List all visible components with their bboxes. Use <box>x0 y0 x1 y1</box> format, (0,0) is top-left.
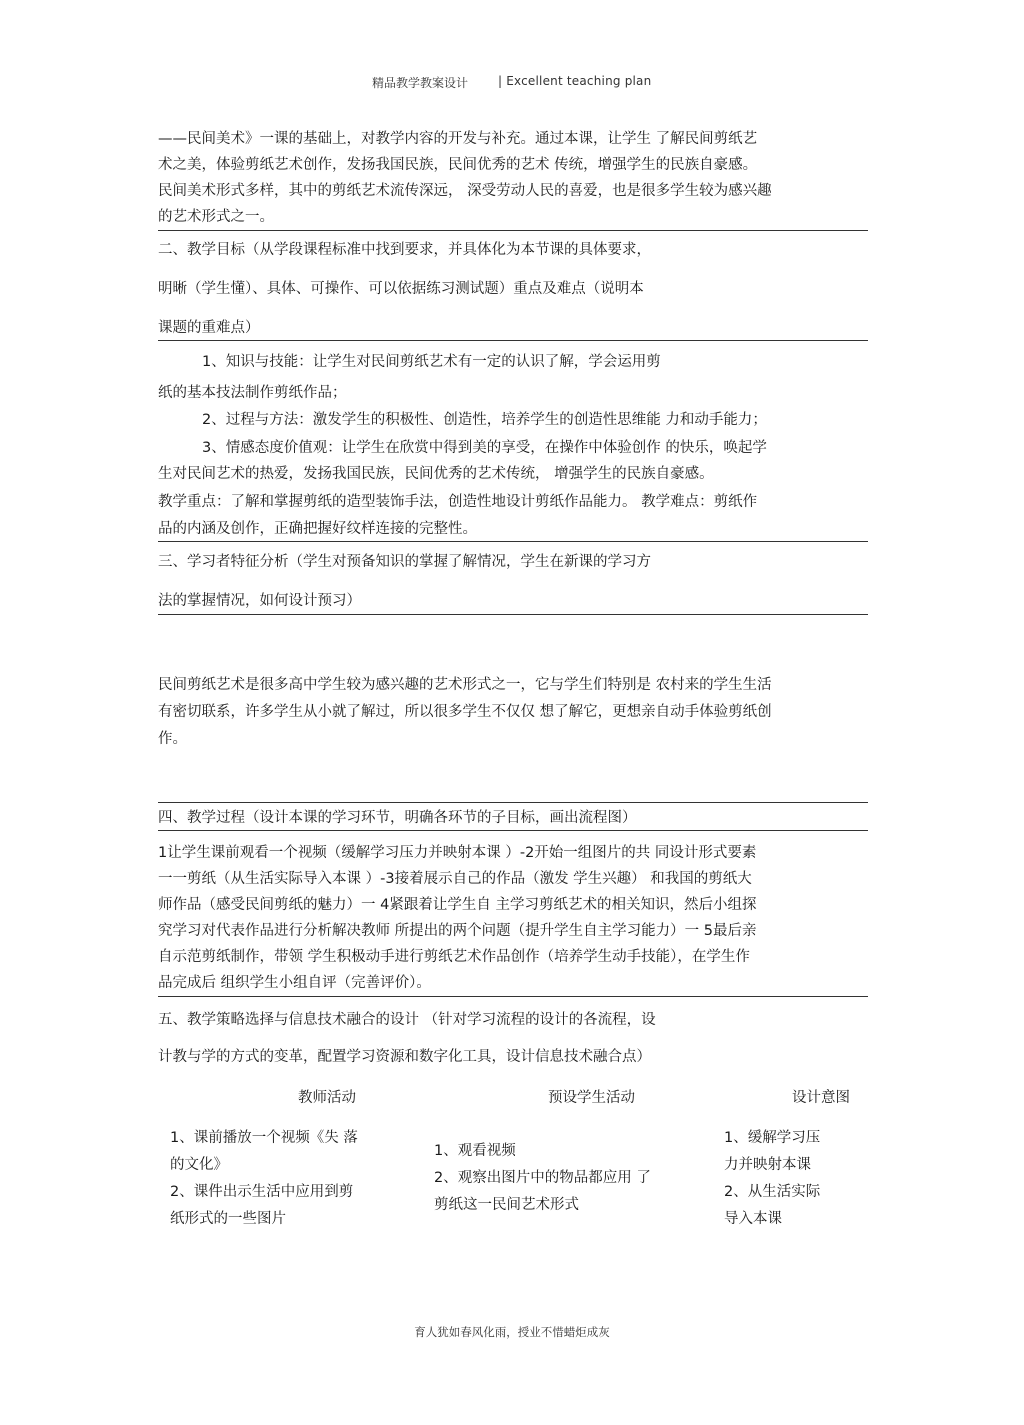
divider <box>158 340 868 341</box>
section-heading: 四、教学过程（设计本课的学习环节，明确各环节的子目标，画出流程图） <box>158 810 637 826</box>
header-title-cn: 精品教学教案设计 <box>372 76 469 90</box>
objective-line: 2、过程与方法：激发学生的积极性、创造性，培养学生的创造性思维能 力和动手能力； <box>202 412 767 428</box>
key-points-line: 品的内涵及创作，正确把握好纹样连接的完整性。 <box>158 521 477 537</box>
intro-line: 的艺术形式之一。 <box>158 209 274 225</box>
intro-line: 民间美术形式多样，其中的剪纸艺术流传深远， 深受劳动人民的喜爱，也是很多学生较为感兴趣 <box>158 183 772 199</box>
table-header-intent: 设计意图 <box>792 1090 850 1106</box>
section-heading: 五、教学策略选择与信息技术融合的设计 （针对学习流程的设计的各流程，设 <box>158 1012 656 1028</box>
page-header <box>0 74 1024 94</box>
cell-line: 2、从生活实际 <box>724 1184 821 1200</box>
cell-line: 力并映射本课 <box>724 1157 811 1173</box>
cell-line: 1、观看视频 <box>434 1143 516 1159</box>
cell-line: 1、课前播放一个视频《失 落 <box>170 1130 358 1146</box>
key-points-line: 教学重点：了解和掌握剪纸的造型装饰手法，创造性地设计剪纸作品能力。 教学难点：剪纸作 <box>158 494 758 510</box>
divider <box>158 614 868 615</box>
process-line: 一一剪纸（从生活实际导入本课 ）-3接着展示自己的作品（激发 学生兴趣） 和我国的剪纸大 <box>158 871 752 887</box>
cell-line: 2、课件出示生活中应用到剪 <box>170 1184 354 1200</box>
table-header-student: 预设学生活动 <box>548 1090 635 1106</box>
table-header-teacher: 教师活动 <box>298 1090 356 1106</box>
learner-analysis-line: 有密切联系，许多学生从小就了解过，所以很多学生不仅仅 想了解它，更想亲自动手体验剪纸创 <box>158 704 772 720</box>
divider <box>158 230 868 231</box>
page-footer: 育人犹如春风化雨，授业不惜蜡炬成灰 <box>414 1325 610 1339</box>
cell-line: 剪纸这一民间艺术形式 <box>434 1197 579 1213</box>
table-cell-intent <box>724 1125 864 1233</box>
cell-line: 的文化》 <box>170 1157 228 1173</box>
process-line: 1让学生课前观看一个视频（缓解学习压力并映射本课 ）-2开始一组图片的共 同设计形式要素 <box>158 845 757 861</box>
objective-line: 纸的基本技法制作剪纸作品； <box>158 385 347 401</box>
process-line: 师作品（感受民间剪纸的魅力）一 4紧跟着让学生自 主学习剪纸艺术的相关知识，然后小组探 <box>158 897 757 913</box>
objective-line: 3、情感态度价值观：让学生在欣赏中得到美的享受，在操作中体验创作 的快乐，唤起学 <box>202 440 767 456</box>
process-line: 品完成后 组织学生小组自评（完善评价）。 <box>158 975 431 991</box>
process-line: 究学习对代表作品进行分析解决教师 所提出的两个问题（提升学生自主学习能力）一 5最后亲 <box>158 923 757 939</box>
divider <box>158 830 868 831</box>
section-heading: 明晰（学生懂）、具体、可操作、可以依据练习测试题）重点及难点（说明本 <box>158 281 644 297</box>
divider <box>158 996 868 997</box>
table-cell-student <box>434 1138 724 1219</box>
objective-line: 生对民间艺术的热爱，发扬我国民族，民间优秀的艺术传统， 增强学生的民族自豪感。 <box>158 466 714 482</box>
learner-analysis-line: 民间剪纸艺术是很多高中学生较为感兴趣的艺术形式之一，它与学生们特别是 农村来的学生生活 <box>158 677 772 693</box>
section-heading: 三、学习者特征分析（学生对预备知识的掌握了解情况，学生在新课的学习方 <box>158 554 651 570</box>
table-cell-teacher <box>170 1125 400 1233</box>
divider <box>158 802 868 803</box>
cell-line: 导入本课 <box>724 1211 782 1227</box>
section-heading: 二、教学目标（从学段课程标准中找到要求，并具体化为本节课的具体要求， <box>158 242 651 258</box>
section-heading: 计教与学的方式的变革，配置学习资源和数字化工具，设计信息技术融合点） <box>158 1049 651 1065</box>
intro-line: 术之美，体验剪纸艺术创作，发扬我国民族，民间优秀的艺术 传统，增强学生的民族自豪感。 <box>158 157 758 173</box>
learner-analysis-line: 作。 <box>158 731 187 747</box>
section-heading: 课题的重难点） <box>158 320 260 336</box>
divider <box>158 541 868 542</box>
header-title-en: | Excellent teaching plan <box>498 74 652 88</box>
section-heading: 法的掌握情况，如何设计预习） <box>158 593 361 609</box>
intro-line: ——民间美术》一课的基础上，对教学内容的开发与补充。通过本课，让学生 了解民间剪纸艺 <box>158 131 758 147</box>
cell-line: 纸形式的一些图片 <box>170 1211 286 1227</box>
cell-line: 2、观察出图片中的物品都应用 了 <box>434 1170 651 1186</box>
objective-line: 1、知识与技能：让学生对民间剪纸艺术有一定的认识了解，学会运用剪 <box>202 354 661 370</box>
cell-line: 1、缓解学习压 <box>724 1130 821 1146</box>
process-line: 自示范剪纸制作，带领 学生积极动手进行剪纸艺术作品创作（培养学生动手技能），在学生作 <box>158 949 750 965</box>
